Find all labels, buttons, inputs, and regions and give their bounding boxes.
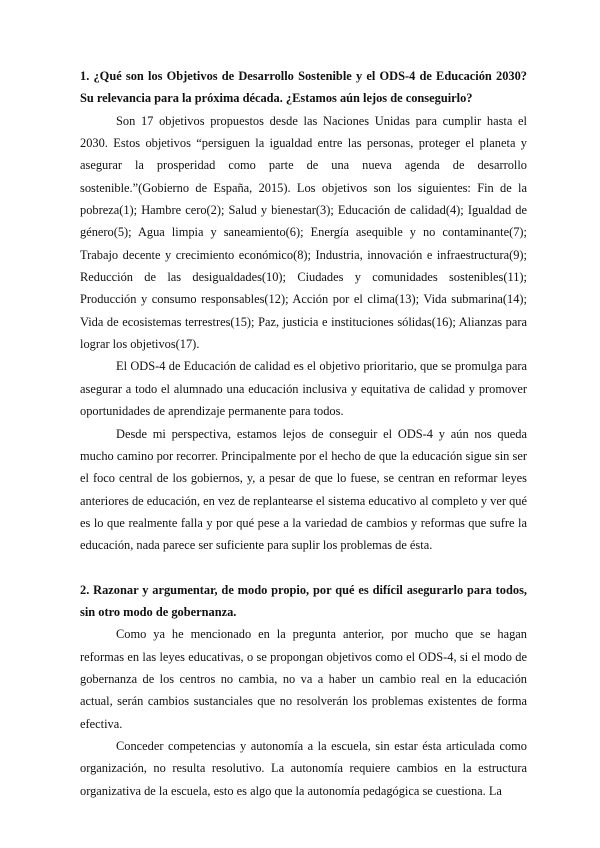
section-1-paragraph-3: Desde mi perspectiva, estamos lejos de conseguir el ODS-4 y aún nos queda mucho camino por recorrer. Principalmente por el hecho de que la educación sigue sin ser el foco central de los gobiernos, y, a pesar de que lo fuese, se centran en reformar leyes anteriores de educación, en vez de replantearse el sistema educativo al completo y ver qué es lo que realmente falla y por qué pese a la variedad de cambios y reformas que sufre la educación, nada parece ser suficiente para suplir los problemas de ésta. [80,426,527,553]
document-body [80,65,527,802]
section-1-paragraph-2: El ODS-4 de Educación de calidad es el objetivo prioritario, que se promulga para asegurar a todo el alumnado una educación inclusiva y equitativa de calidad y promover oportunidades de aprendizaje permanente para todos. [80,359,527,419]
section-1-heading: 1. ¿Qué son los Objetivos de Desarrollo Sostenible y el ODS-4 de Educación 2030? Su relevancia para la próxima década. ¿Estamos aún lejos de conseguirlo? [80,69,527,106]
section-2-paragraph-2: Conceder competencias y autonomía a la escuela, sin estar ésta articulada como organización, no resulta resolutivo. La autonomía requiere cambios en la estructura organizativa de la escuela, esto es algo que la autonomía pedagógica se cuestiona. La [80,738,527,798]
section-2-paragraph-1: Como ya he mencionado en la pregunta anterior, por mucho que se hagan reformas en las leyes educativas, o se propongan objetivos como el ODS-4, si el modo de gobernanza de los centros no cambia, no va a haber un cambio real en la educación actual, serán cambios sustanciales que no resolverán los problemas existentes de forma efectiva. [80,627,527,731]
section-1-paragraph-1: Son 17 objetivos propuestos desde las Naciones Unidas para cumplir hasta el 2030. Estos objetivos “persiguen la igualdad entre las personas, proteger el planeta y asegurar la prosperidad como parte de una nueva agenda de desarrollo sostenible.”(Gobierno de España, 2015). Los objetivos son los siguientes: Fin de la pobreza(1); Hambre cero(2); Salud y bienestar(3); Educación de calidad(4); Igualdad de género(5); Agua limpia y saneamiento(6); Energía asequible y no contaminante(7); Trabajo decente y crecimiento económico(8); Industria, innovación e infraestructura(9); Reducción de las desigualdades(10); Ciudades y comunidades sostenibles(11); Producción y consumo responsables(12); Acción por el clima(13); Vida submarina(14); Vida de ecosistemas terrestres(15); Paz, justicia e instituciones sólidas(16); Alianzas para lograr los objetivos(17). [80,113,527,352]
section-2-heading: 2. Razonar y argumentar, de modo propio, por qué es difícil asegurarlo para todos, sin otro modo de gobernanza. [80,582,527,619]
